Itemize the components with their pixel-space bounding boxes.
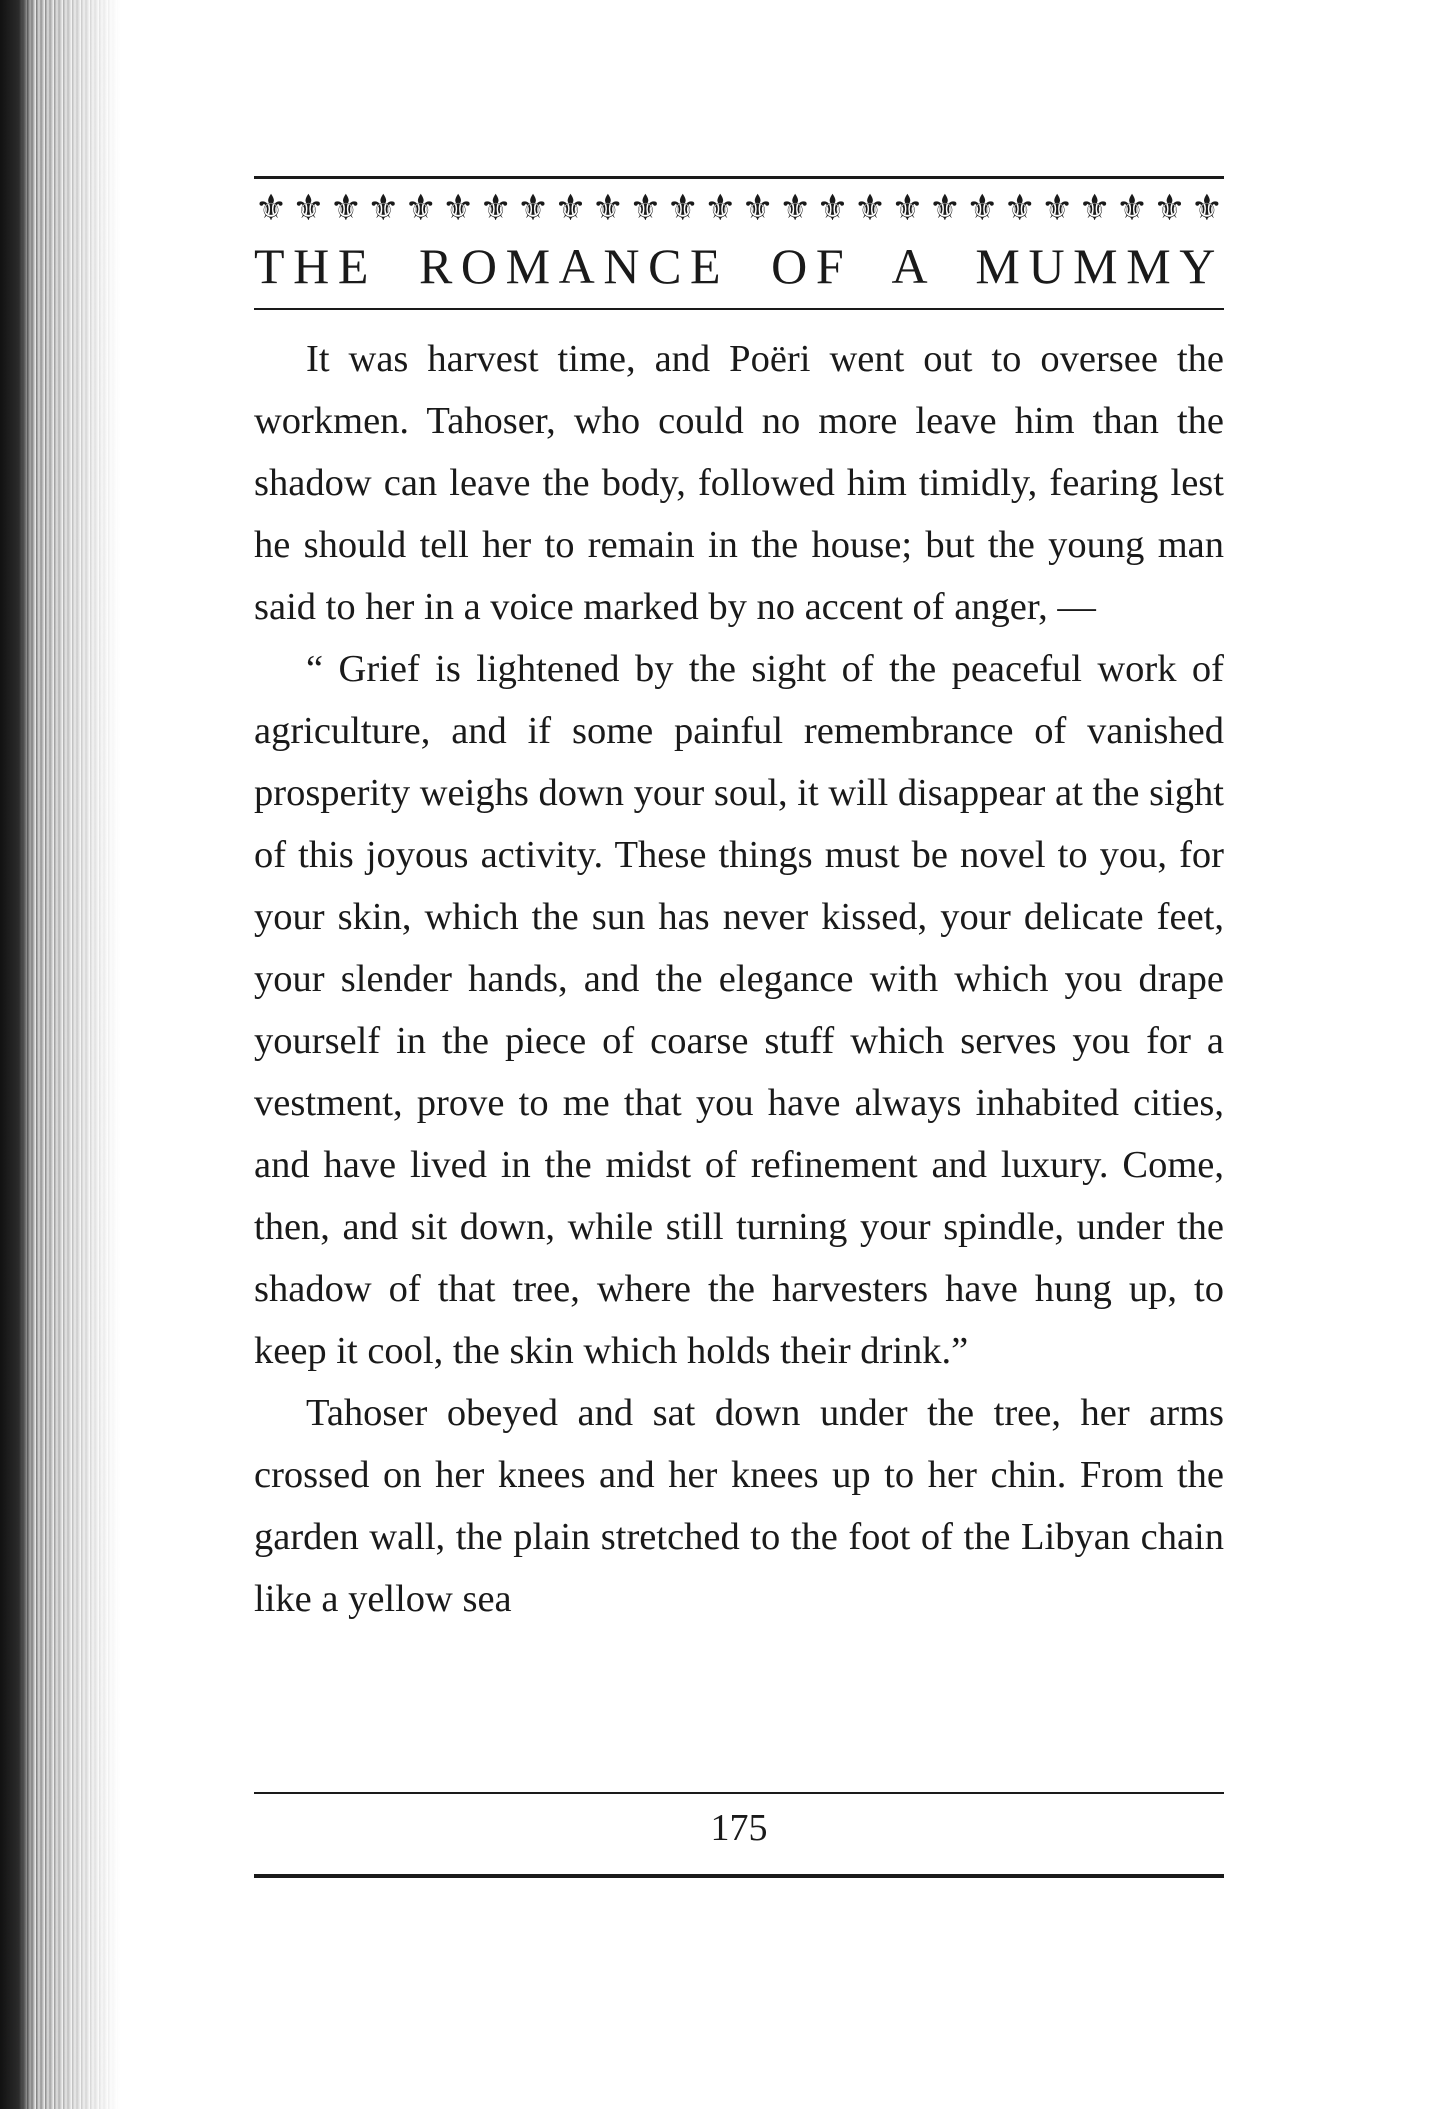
- fleur-de-lis-icon: ⚜: [591, 188, 625, 228]
- fleur-de-lis-icon: ⚜: [367, 188, 400, 228]
- book-page: [254, 0, 1224, 2109]
- fleur-de-lis-icon: ⚜: [404, 188, 437, 228]
- fleur-de-lis-icon: ⚜: [1078, 188, 1111, 228]
- fleur-de-lis-icon: ⚜: [704, 188, 737, 228]
- fleur-de-lis-icon: ⚜: [1003, 188, 1036, 228]
- page-number: 175: [710, 1807, 768, 1849]
- fleur-de-lis-icon: ⚜: [1153, 188, 1186, 228]
- fleur-de-lis-icon: ⚜: [329, 188, 363, 228]
- fleur-de-lis-icon: ⚜: [1115, 188, 1149, 228]
- fleur-de-lis-icon: ⚜: [891, 188, 924, 228]
- paragraph: Tahoser obeyed and sat down under the tree, her arms crossed on her knees and her knees up to her chin. From the garden wall, the plain stretched to the foot of the Libyan chain like a yellow sea: [254, 1392, 1224, 1620]
- fleur-de-lis-icon: ⚜: [741, 188, 774, 228]
- footer-rule-top: [254, 1792, 1224, 1794]
- fleur-de-lis-icon: ⚜: [629, 188, 662, 228]
- body-text: [254, 328, 1224, 1630]
- paragraph: “ Grief is lightened by the sight of the peaceful work of agriculture, and if some painful remembrance of vanished prosperity weighs down your soul, it will disappear at the sight of this joyous activity. These things must be novel to you, for your skin, which the sun has never kissed, your delicate feet, your slender hands, and the elegance with which you drape yourself in the piece of coarse stuff which serves you for a vestment, prove to me that you have always inhabited cities, and have lived in the midst of refinement and luxury. Come, then, and sit down, while still turning your spindle, under the shadow of that tree, where the harvesters have hung up, to keep it cool, the skin which holds their drink.”: [254, 648, 1224, 1372]
- fleur-de-lis-icon: ⚜: [292, 188, 325, 228]
- fleur-de-lis-icon: ⚜: [928, 188, 962, 228]
- fleur-de-lis-icon: ⚜: [853, 188, 887, 228]
- fleur-de-lis-icon: ⚜: [666, 188, 699, 228]
- book-spine-edge: [0, 0, 34, 2109]
- paragraph: It was harvest time, and Poëri went out to oversee the workmen. Tahoser, who could no more leave him than the shadow can leave the body, followed him timidly, fearing lest he should tell her to remain in the house; but the young man said to her in a voice marked by no accent of anger, —: [254, 338, 1224, 628]
- fleur-de-lis-icon: ⚜: [816, 188, 849, 228]
- fleur-de-lis-icon: ⚜: [966, 188, 999, 228]
- ornament-band: [254, 186, 1224, 230]
- fleur-de-lis-icon: ⚜: [554, 188, 587, 228]
- running-head-title: THE ROMANCE OF A MUMMY: [254, 238, 1224, 294]
- fleur-de-lis-icon: ⚜: [516, 188, 550, 228]
- footer-rule-bottom: [254, 1874, 1224, 1878]
- top-rule: [254, 176, 1224, 179]
- fleur-de-lis-icon: ⚜: [1041, 188, 1074, 228]
- header-rule: [254, 308, 1224, 310]
- fleur-de-lis-icon: ⚜: [1190, 188, 1224, 228]
- fleur-de-lis-icon: ⚜: [442, 188, 475, 228]
- fleur-de-lis-icon: ⚜: [479, 188, 512, 228]
- fleur-de-lis-icon: ⚜: [778, 188, 812, 228]
- fleur-de-lis-icon: ⚜: [254, 188, 288, 228]
